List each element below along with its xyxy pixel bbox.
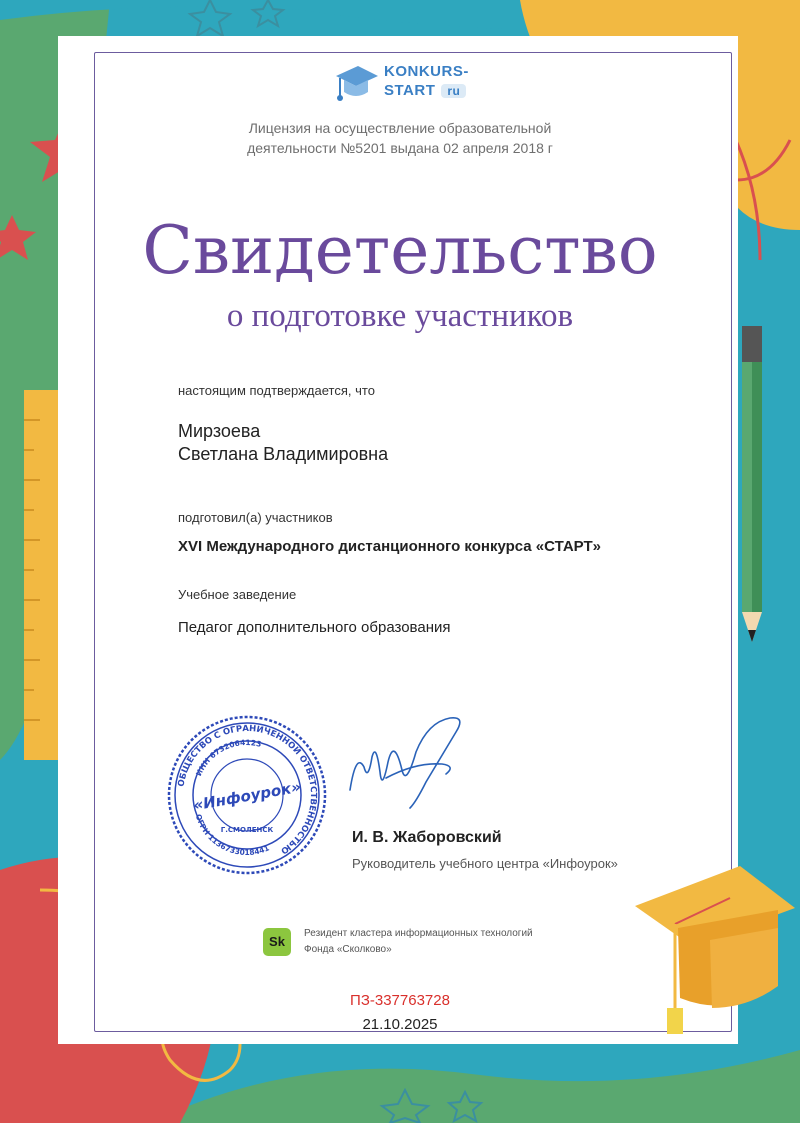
prepared-label: подготовил(а) участников [178,510,333,525]
logo-line1: KONKURS- [384,63,469,80]
stamp-seal-icon [164,712,330,878]
svg-text:ОГРН 1136733018441 [194,813,271,857]
graduation-hat-icon [630,858,800,1040]
recipient-given-names: Светлана Владимировна [178,444,389,464]
certificate-code: ПЗ-337763728 [350,992,450,1009]
skolkovo-logo-icon: Sk [263,928,291,956]
logo-line2 [384,81,466,101]
signatory-role: Руководитель учебного центра «Инфоурок» [352,856,618,871]
certificate-title: Свидетельство [142,212,658,289]
logo-ru-badge: ru [441,84,466,98]
contest-name: XVI Международного дистанционного конкурса «СТАРТ» [178,538,601,555]
license-line2: деятельности №5201 выдана 02 апреля 2018 г [247,140,553,156]
license-line1: Лицензия на осуществление образовательной [248,120,552,136]
skolkovo-line1: Резидент кластера информационных технологий [304,928,533,939]
skolkovo-text [304,926,533,958]
stamp-ogrn: ОГРН 1136733018441 [193,813,271,857]
stamp-inn: ИНН 6732064123 [194,737,263,778]
institution-label: Учебное заведение [178,587,297,602]
license-text [200,118,600,158]
institution-value: Педагог дополнительного образования [178,619,451,636]
ruler-icon [24,390,58,760]
stamp-outer-text: ОБЩЕСТВО С ОГРАНИЧЕННОЙ ОТВЕТСТВЕННОСТЬЮ [176,723,319,856]
pencil-icon [738,326,768,646]
graduation-cap-logo-icon [334,62,380,104]
stamp-center-text: «Инфоурок» [192,777,303,815]
logo-start-text: START [384,82,436,99]
signature-icon [346,712,470,816]
stamp-city: Г.СМОЛЕНСК [220,826,274,834]
confirm-text: настоящим подтверждается, что [178,383,375,398]
certificate-subtitle: о подготовке участников [226,298,574,334]
issue-date: 21.10.2025 [362,1016,438,1033]
skolkovo-line2: Фонда «Сколково» [304,944,392,955]
recipient-surname: Мирзоева [178,421,261,441]
signatory-name: И. В. Жаборовский [352,829,502,846]
